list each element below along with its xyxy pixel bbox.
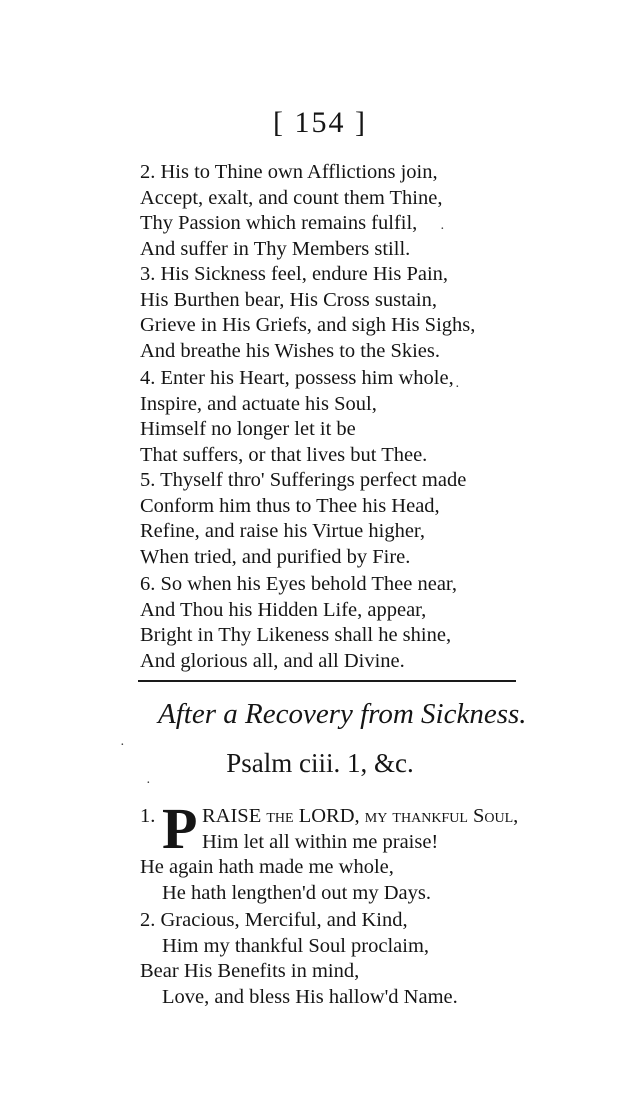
verse-line: Grieve in His Griefs, and sigh His Sighs, xyxy=(140,314,476,336)
ink-speck: · xyxy=(146,776,151,791)
hymn-stanza-2 xyxy=(140,908,458,1010)
hymn-subtitle: Psalm ciii. 1, &c. xyxy=(226,748,414,778)
verse-line: Inspire, and actuate his Soul, xyxy=(140,392,377,415)
stanza-5 xyxy=(140,468,466,570)
ink-speck: · xyxy=(120,738,125,753)
drop-cap: P xyxy=(162,796,198,861)
verse-line: Refine, and raise his Virtue higher, xyxy=(140,520,426,542)
verse-line: Thy Passion which remains fulfil, xyxy=(140,212,418,234)
hymn-stanza-1-bottom xyxy=(140,855,431,906)
verse-line: He hath lengthen'd out my Days. xyxy=(162,881,432,904)
stanza-4 xyxy=(140,366,454,468)
verse-line: 3. His Sickness feel, endure His Pain, xyxy=(140,263,449,285)
verse-line: Him my thankful Soul proclaim, xyxy=(162,934,430,957)
verse-line: And Thou his Hidden Life, appear, xyxy=(140,598,427,621)
verse-line: 4. Enter his Heart, possess him whole, xyxy=(140,367,454,389)
stanza-number: 1. xyxy=(140,805,156,827)
verse-line: When tried, and purified by Fire. xyxy=(140,545,411,568)
verse-line: 2. Gracious, Merciful, and Kind, xyxy=(140,909,408,931)
hymn-title: After a Recovery from Sickness. xyxy=(158,698,527,730)
verse-line: And breathe his Wishes to the Skies. xyxy=(140,339,440,362)
verse-line: 2. His to Thine own Afflictions join, xyxy=(140,161,438,183)
verse-line: Bright in Thy Likeness shall he shine, xyxy=(140,624,452,646)
verse-line: 6. So when his Eyes behold Thee near, xyxy=(140,573,458,595)
stanza-2 xyxy=(140,160,442,262)
verse-line: 5. Thyself thro' Sufferings perfect made xyxy=(140,469,467,491)
hymn-stanza-1-number xyxy=(140,804,155,830)
verse-line: Himself no longer let it be xyxy=(140,418,356,440)
hymn-stanza-1-top xyxy=(202,804,518,855)
ink-speck: · xyxy=(440,222,445,237)
verse-line: And glorious all, and all Divine. xyxy=(140,649,405,672)
section-divider xyxy=(138,680,516,682)
verse-line: His Burthen bear, His Cross sustain, xyxy=(140,288,437,311)
verse-line: Accept, exalt, and count them Thine, xyxy=(140,186,443,209)
verse-line: And suffer in Thy Members still. xyxy=(140,237,411,260)
stanza-6 xyxy=(140,572,457,674)
verse-line: That suffers, or that lives but Thee. xyxy=(140,443,428,466)
verse-line: Him let all within me praise! xyxy=(202,830,439,853)
page-number: [ 154 ] xyxy=(273,106,367,139)
stanza-3 xyxy=(140,262,475,364)
verse-line: Love, and bless His hallow'd Name. xyxy=(162,985,458,1008)
verse-line: RAISE the LORD, my thankful Soul, xyxy=(202,805,519,827)
verse-line: Conform him thus to Thee his Head, xyxy=(140,494,440,517)
verse-line: Bear His Benefits in mind, xyxy=(140,960,360,982)
verse-line: He again hath made me whole, xyxy=(140,856,394,878)
ink-speck: · xyxy=(455,380,460,395)
